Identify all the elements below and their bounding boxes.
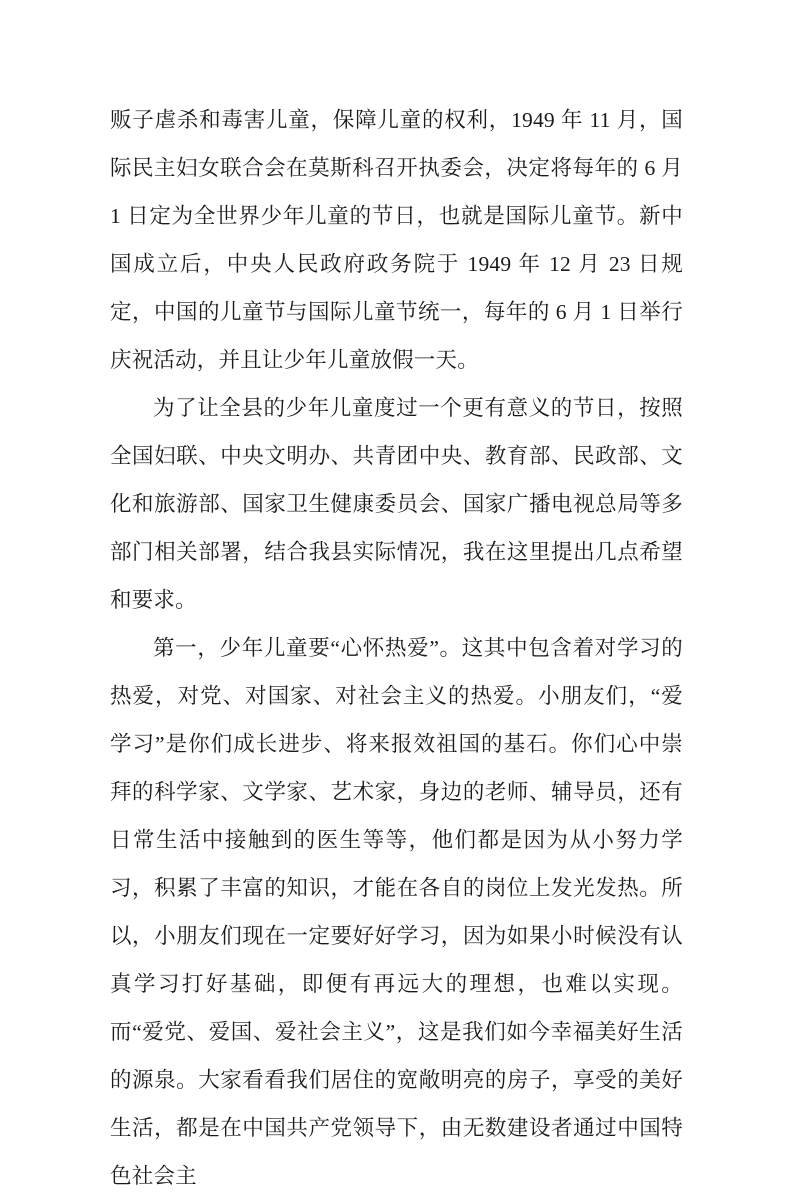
paragraph-3: 第一，少年儿童要“心怀热爱”。这其中包含着对学习的热爱，对党、对国家、对社会主义的热爱。小朋友们，“爱学习”是你们成长进步、将来报效祖国的基石。你们心中崇拜的科学家、文学家、艺术家，身边的老师、辅导员，还有日常生活中接触到的医生等等，他们都是因为从小努力学习，积累了丰富的知识，才能在各自的岗位上发光发热。所以，小朋友们现在一定要好好学习，因为如果小时候没有认真学习打好基础，即便有再远大的理想，也难以实现。而“爱党、爱国、爱社会主义”，这是我们如今幸福美好生活的源泉。大家看看我们居住的宽敞明亮的房子，享受的美好生活，都是在中国共产党领导下，由无数建设者通过中国特色社会主 bbox=[110, 636, 683, 1188]
paragraph-1: 贩子虐杀和毒害儿童，保障儿童的权利，1949 年 11 月，国际民主妇女联合会在莫斯科召开执委会，决定将每年的 6 月 1 日定为全世界少年儿童的节日，也就是国际儿童节。新中国成立后，中央人民政府政务院于 1949 年 12 月 23 日规定，中国的儿童节与国际儿童节统一，每年的 6 月 1 日举行庆祝活动，并且让少年儿童放假一天。 bbox=[110, 108, 683, 372]
document-body bbox=[110, 96, 683, 1200]
paragraph-2: 为了让全县的少年儿童度过一个更有意义的节日，按照全国妇联、中央文明办、共青团中央、教育部、民政部、文化和旅游部、国家卫生健康委员会、国家广播电视总局等多部门相关部署，结合我县实际情况，我在这里提出几点希望和要求。 bbox=[110, 396, 683, 612]
